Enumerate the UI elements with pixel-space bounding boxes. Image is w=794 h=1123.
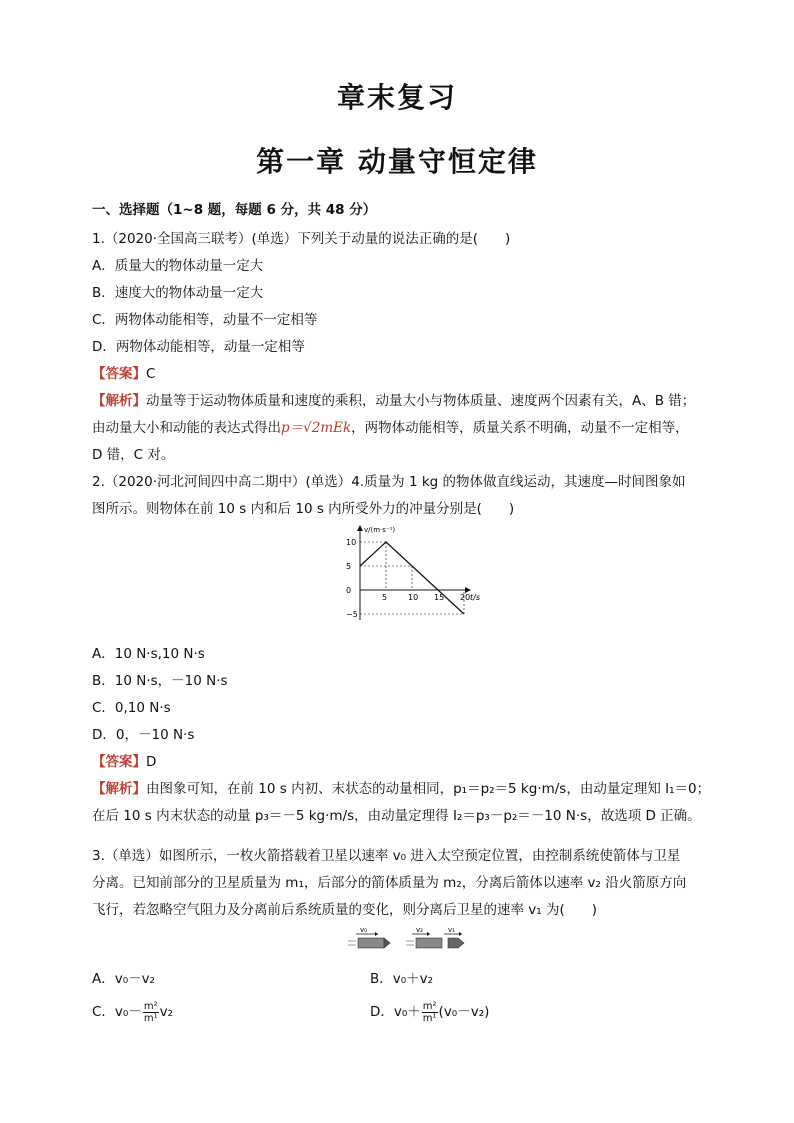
rocket-full xyxy=(348,938,390,948)
q2-option-b: B．10 N·s，－10 N·s xyxy=(92,673,228,689)
q1-analysis-2b: ，两物体动能相等，质量关系不明确，动量不一定相等， xyxy=(351,420,689,436)
velocity-time-chart xyxy=(330,520,490,625)
q2-option-d: D．0，－10 N·s xyxy=(92,727,195,743)
q1-analysis-3: D 错，C 对。 xyxy=(92,447,175,463)
y-tick-label: 5 xyxy=(346,562,352,571)
q2-option-c: C．0,10 N·s xyxy=(92,700,171,716)
q2-stem-2: 图所示。则物体在前 10 s 内和后 10 s 内所受外力的冲量分别是( ) xyxy=(92,501,515,517)
q3-option-d-fraction xyxy=(422,1001,438,1024)
q3-option-c-suffix: v₂ xyxy=(159,1004,173,1020)
y-axis-label: v/(m·s⁻¹) xyxy=(364,526,396,534)
y-tick-label: 0 xyxy=(346,586,352,595)
q3-option-b: B．v₀＋v₂ xyxy=(370,971,434,987)
q2-analysis-1: 由图象可知，在前 10 s 内初、末状态的动量相同，p₁＝p₂＝5 kg·m/s，由动量定理知 I₁＝0； xyxy=(146,781,711,797)
q1-option-b: B．速度大的物体动量一定大 xyxy=(92,285,264,301)
q3-stem-3: 飞行，若忽略空气阻力及分离前后系统质量的变化，则分离后卫星的速率 v₁ 为( ) xyxy=(92,902,598,918)
q1-answer-line xyxy=(92,362,155,382)
q2-option-a: A．10 N·s,10 N·s xyxy=(92,646,205,662)
q3-option-d-suffix: (v₀－v₂) xyxy=(438,1004,490,1020)
q3-stem-1: 3.（单选）如图所示，一枚火箭搭载着卫星以速率 v₀ 进入太空预定位置，由控制系统使箭体与卫星 xyxy=(92,848,681,864)
q1-formula: p＝√2mEk xyxy=(281,420,352,436)
q1-stem: 1.（2020·全国高三联考）(单选）下列关于动量的说法正确的是( ) xyxy=(92,231,511,247)
answer-label: 【答案】 xyxy=(92,366,146,382)
q3-option-c-num: m² xyxy=(143,1000,158,1012)
q3-option-a: A．v₀－v₂ xyxy=(92,971,156,987)
x-axis-label: t/s xyxy=(470,593,480,602)
chart-guides xyxy=(360,542,464,614)
v1-label: v₁ xyxy=(448,926,455,934)
q2-stem-1: 2.（2020·河北河间四中高二期中）(单选）4.质量为 1 kg 的物体做直线运动，其速度—时间图象如 xyxy=(92,474,686,490)
q2-answer-line xyxy=(92,750,156,770)
v2-label: v₂ xyxy=(416,926,423,934)
q3-option-c-fraction xyxy=(143,1001,159,1024)
q3-option-c-prefix: C．v₀－ xyxy=(92,1004,142,1020)
q1-analysis-line-2 xyxy=(92,416,689,436)
analysis-label: 【解析】 xyxy=(92,781,146,797)
v0-arrowhead xyxy=(375,932,378,936)
v2-arrowhead xyxy=(427,932,430,936)
page-title: 章末复习 xyxy=(336,81,457,114)
q1-analysis-2a: 由动量大小和动能的表达式得出 xyxy=(92,420,281,436)
x-tick-label: 20 xyxy=(460,593,471,602)
q3-option-d xyxy=(370,1000,489,1024)
y-tick-label: 10 xyxy=(346,538,357,547)
q1-option-d: D．两物体动能相等，动量一定相等 xyxy=(92,339,305,355)
analysis-label: 【解析】 xyxy=(92,393,146,409)
q1-answer: C xyxy=(146,366,156,382)
x-tick-label: 15 xyxy=(434,593,445,602)
q3-option-d-prefix: D．v₀＋ xyxy=(370,1004,421,1020)
x-tick-label: 5 xyxy=(382,593,388,602)
q3-option-d-num: m² xyxy=(422,1000,437,1012)
q2-analysis-2: 在后 10 s 内末状态的动量 p₃＝－5 kg·m/s，由动量定理得 I₂＝p₃－p₂＝－10 N·s，故选项 D 正确。 xyxy=(92,808,701,824)
q3-option-c xyxy=(92,1000,173,1024)
q3-option-d-den: m¹ xyxy=(422,1012,437,1024)
chapter-title: 第一章 动量守恒定律 xyxy=(256,145,538,178)
q1-analysis-1: 动量等于运动物体质量和速度的乘积，动量大小与物体质量、速度两个因素有关，A、B 错； xyxy=(146,393,696,409)
rocket-diagram xyxy=(346,924,476,956)
chart-ticks xyxy=(346,538,470,619)
v1-arrowhead xyxy=(459,932,462,936)
q2-analysis-line-1 xyxy=(92,777,710,797)
answer-label: 【答案】 xyxy=(92,754,146,770)
q1-option-a: A．质量大的物体动量一定大 xyxy=(92,258,264,274)
q3-stem-2: 分离。已知前部分的卫星质量为 m₁，后部分的箭体质量为 m₂，分离后箭体以速率 v₂ 沿火箭原方向 xyxy=(92,875,687,891)
q3-option-c-den: m¹ xyxy=(143,1012,158,1024)
v0-label: v₀ xyxy=(360,926,367,934)
rocket-body-separated xyxy=(406,938,442,948)
x-tick-label: 10 xyxy=(408,593,419,602)
q2-answer: D xyxy=(146,754,157,770)
satellite-separated xyxy=(448,938,464,948)
q1-analysis-line-1 xyxy=(92,389,695,409)
y-tick-label: −5 xyxy=(346,610,358,619)
q1-option-c: C．两物体动能相等，动量不一定相等 xyxy=(92,312,318,328)
section-heading: 一、选择题（1~8 题，每题 6 分，共 48 分） xyxy=(92,202,377,218)
